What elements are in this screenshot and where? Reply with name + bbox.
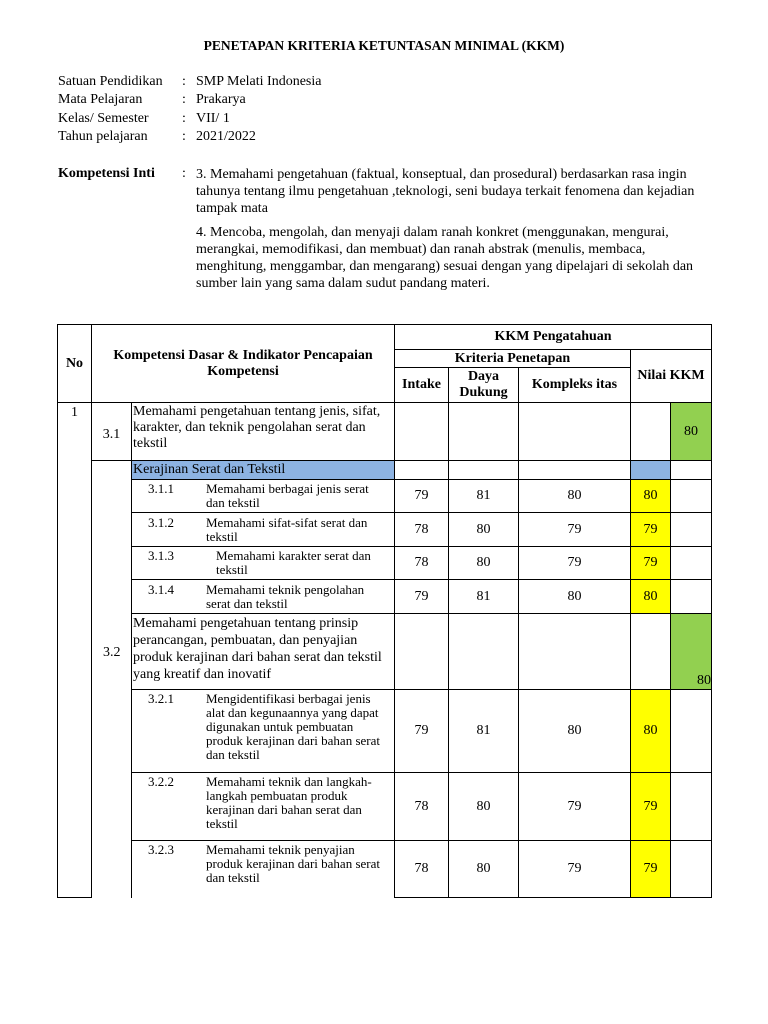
indicator-number: 3.1.3 xyxy=(148,548,174,563)
indicator-text xyxy=(132,480,395,513)
empty-cell xyxy=(631,403,671,461)
indicator-text xyxy=(132,690,395,773)
header-daya-dukung: Daya Dukung xyxy=(449,368,519,403)
meta-value: 2021/2022 xyxy=(196,129,256,144)
meta-colon: : xyxy=(182,129,186,144)
nilai-value: 79 xyxy=(631,773,671,841)
page-title: PENETAPAN KRITERIA KETUNTASAN MINIMAL (KKM) xyxy=(203,38,565,53)
kd-text xyxy=(103,614,395,690)
indicator-text xyxy=(132,841,395,898)
empty-cell xyxy=(671,841,712,898)
daya-dukung-value: 80 xyxy=(449,513,519,547)
nilai-value: 79 xyxy=(631,841,671,898)
meta-value: SMP Melati Indonesia xyxy=(196,74,322,89)
daya-dukung-value: 80 xyxy=(449,841,519,898)
daya-dukung-value: 80 xyxy=(449,547,519,580)
nilai-value: 80 xyxy=(631,580,671,614)
kompleksitas-value: 79 xyxy=(519,841,631,898)
empty-cell xyxy=(671,480,712,513)
header-nilai-kkm: Nilai KKM xyxy=(631,350,712,403)
meta-value: VII/ 1 xyxy=(196,111,230,126)
kompleksitas-value: 79 xyxy=(519,547,631,580)
empty-cell xyxy=(449,461,519,480)
indicator-row xyxy=(58,513,712,547)
indicator-number: 3.1.2 xyxy=(148,514,174,530)
indicator-number: 3.2.1 xyxy=(148,691,174,706)
kompleksitas-value: 80 xyxy=(519,690,631,773)
nilai-value: 80 xyxy=(631,690,671,773)
meta-colon: : xyxy=(182,74,186,89)
empty-cell xyxy=(671,773,712,841)
indicator-number: 3.2.3 xyxy=(148,842,174,857)
meta-label: Satuan Pendidikan xyxy=(58,74,163,89)
kompleksitas-value: 79 xyxy=(519,773,631,841)
empty-cell xyxy=(671,513,712,547)
indicator-row xyxy=(58,547,712,580)
intake-value: 78 xyxy=(395,773,449,841)
daya-dukung-value: 81 xyxy=(449,580,519,614)
indicator-label: Memahami berbagai jenis serat dan tekstil xyxy=(206,481,369,510)
indicator-text xyxy=(132,547,395,580)
kkm-value: 80 xyxy=(671,614,712,690)
kd-number-cell xyxy=(92,461,132,898)
nilai-value: 80 xyxy=(631,480,671,513)
daya-dukung-value: 81 xyxy=(449,690,519,773)
intake-value: 78 xyxy=(395,841,449,898)
indicator-label: Memahami karakter serat dan tekstil xyxy=(216,548,371,577)
intake-value: 78 xyxy=(395,547,449,580)
indicator-label: Memahami teknik dan langkah-langkah pembuatan produk kerajinan dari bahan serat dan tekstil xyxy=(206,774,372,831)
section-title: Kerajinan Serat dan Tekstil xyxy=(132,461,395,480)
empty-cell xyxy=(671,547,712,580)
indicator-label: Memahami sifat-sifat serat dan tekstil xyxy=(206,514,368,544)
empty-cell xyxy=(671,580,712,614)
header-intake: Intake xyxy=(395,368,449,403)
indicator-row xyxy=(58,773,712,841)
empty-cell xyxy=(671,461,712,480)
meta-value: Prakarya xyxy=(196,92,246,107)
intake-value: 79 xyxy=(395,480,449,513)
kkm-table xyxy=(57,324,712,898)
kd-text: Memahami pengetahuan tentang jenis, sifat, karakter, dan teknik pengolahan serat dan tekstil xyxy=(132,403,395,461)
kompetensi-inti-3: 3. Memahami pengetahuan (faktual, konseptual, dan prosedural) berdasarkan rasa ingin tahunya tentang ilmu pengetahuan ,teknologi, seni budaya terkait fenomena dan kejadian tampak mata xyxy=(196,167,695,216)
intake-value: 79 xyxy=(395,690,449,773)
meta-colon: : xyxy=(182,92,186,107)
kompetensi-inti-4: 4. Mencoba, mengolah, dan menyaji dalam ranah konkret (menggunakan, mengurai, merangkai, memodifikasi, dan membuat) dan ranah abstrak (menulis, membaca, menghitung, menggambar, dan mengarang) sesuai dengan yang dipelajari di sekolah dan sumber lain yang sama dalam sudut pandang materi. xyxy=(196,225,694,291)
indicator-label: Memahami teknik penyajian produk kerajinan dari bahan serat dan tekstil xyxy=(206,842,380,885)
empty-cell xyxy=(519,614,631,690)
indicator-label: Memahami teknik pengolahan serat dan tekstil xyxy=(206,581,365,611)
empty-cell xyxy=(671,690,712,773)
nilai-value: 79 xyxy=(631,547,671,580)
indicator-number: 3.1.4 xyxy=(148,581,174,597)
indicator-number: 3.2.2 xyxy=(148,774,174,789)
meta-label: Kelas/ Semester xyxy=(58,111,149,126)
empty-cell xyxy=(631,461,671,480)
daya-dukung-cell xyxy=(449,403,519,461)
kd-number: 3.2 xyxy=(103,645,121,660)
indicator-text xyxy=(132,513,395,547)
indicator-label: Mengidentifikasi berbagai jenis alat dan kegunaannya yang dapat digunakan untuk pembuatan produk kerajinan dari bahan serat dan tekstil xyxy=(206,691,380,762)
empty-cell xyxy=(631,614,671,690)
indicator-text xyxy=(132,773,395,841)
kompleksitas-value: 79 xyxy=(519,513,631,547)
daya-dukung-value: 80 xyxy=(449,773,519,841)
intake-cell xyxy=(395,403,449,461)
header-kompleksitas: Kompleks itas xyxy=(519,368,631,403)
indicator-row xyxy=(58,841,712,898)
header-no: No xyxy=(58,325,92,403)
empty-cell xyxy=(395,461,449,480)
kompetensi-inti-label: Kompetensi Inti xyxy=(58,166,155,181)
row-number: 1 xyxy=(58,403,92,898)
meta-label: Mata Pelajaran xyxy=(58,92,143,107)
empty-cell xyxy=(395,614,449,690)
header-kompetensi-dasar: Kompetensi Dasar & Indikator Pencapaian Kompetensi xyxy=(92,325,395,403)
indicator-row xyxy=(58,580,712,614)
kompetensi-inti-colon: : xyxy=(182,166,186,181)
indicator-row xyxy=(58,480,712,513)
meta-colon: : xyxy=(182,111,186,126)
intake-value: 79 xyxy=(395,580,449,614)
empty-cell xyxy=(519,461,631,480)
kompleksitas-cell xyxy=(519,403,631,461)
kd-label: Memahami pengetahuan tentang prinsip perancangan, pembuatan, dan penyajian produk kerajinan dari bahan serat dan tekstil yang kreatif dan inovatif xyxy=(133,616,382,682)
kd-number: 3.1 xyxy=(92,403,132,461)
daya-dukung-value: 81 xyxy=(449,480,519,513)
indicator-text xyxy=(132,580,395,614)
indicator-number: 3.1.1 xyxy=(148,481,174,496)
kkm-value: 80 xyxy=(671,403,712,461)
header-kkm-pengetahuan: KKM Pengatahuan xyxy=(395,325,712,350)
empty-cell xyxy=(449,614,519,690)
kompleksitas-value: 80 xyxy=(519,480,631,513)
header-kriteria-penetapan: Kriteria Penetapan xyxy=(395,350,631,368)
meta-label: Tahun pelajaran xyxy=(58,129,148,144)
indicator-row xyxy=(58,690,712,773)
kompleksitas-value: 80 xyxy=(519,580,631,614)
nilai-value: 79 xyxy=(631,513,671,547)
intake-value: 78 xyxy=(395,513,449,547)
